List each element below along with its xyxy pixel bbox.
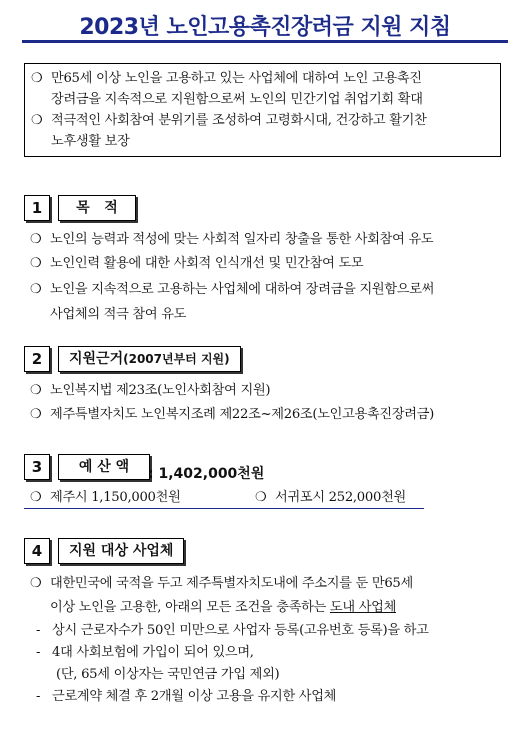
dash-bullet: - (36, 623, 41, 638)
list-item: ❍ 서귀포시 252,000천원 (255, 487, 495, 508)
section-number: 3 (24, 454, 50, 480)
section-number: 2 (24, 346, 50, 372)
condition-item: - 상시 근로자수가 50인 미만으로 사업자 등록(고유번호 등록)을 하고 (36, 620, 508, 642)
circle-bullet-icon: ❍ (30, 407, 42, 422)
dash-bullet: - (36, 689, 41, 704)
list-item: ❍ 노인복지법 제23조(노인사회참여 지원) (30, 380, 508, 401)
section-label: 지원근거(2007년부터 지원) (58, 346, 241, 372)
intro-box (24, 63, 501, 157)
budget-amount: : 1,402,000천원 (148, 466, 265, 482)
budget-underline (24, 508, 424, 509)
section-label: 목 적 (58, 195, 136, 221)
list-item: ❍ 제주시 1,150,000천원 (30, 487, 270, 508)
circle-bullet-icon: ❍ (30, 576, 42, 591)
section-number: 1 (24, 195, 50, 221)
section-label: 지원 대상 사업체 (58, 538, 184, 564)
section-2-body (30, 380, 508, 425)
condition-note: (단, 65세 이상자는 국민연금 가입 제외) (56, 667, 280, 682)
document-title: 2023년 노인고용촉진장려금 지원 지침 (79, 15, 451, 40)
title-underline (22, 40, 508, 43)
list-item: ❍ 노인인력 활용에 대한 사회적 인식개선 및 민간참여 도모 (30, 253, 508, 274)
section-4-body (30, 572, 508, 708)
intro-item: ❍ 적극적인 사회참여 분위기를 조성하여 고령화시대, 건강하고 활기찬 노후생활 보장 (31, 110, 494, 152)
section-label: 예 산 액 (58, 454, 150, 480)
section-1-body (30, 229, 508, 327)
circle-bullet-icon: ❍ (30, 383, 42, 398)
dash-bullet: - (36, 645, 41, 660)
list-item: ❍ 노인의 능력과 적성에 맞는 사회적 일자리 창출을 통한 사회참여 유도 (30, 229, 508, 250)
list-item: ❍ 노인을 지속적으로 고용하는 사업체에 대하여 장려금을 지원함으로써 사업체의 적극 참여 유도 (30, 277, 508, 327)
circle-bullet-icon: ❍ (30, 282, 42, 297)
condition-item: - 근로계약 체결 후 2개월 이상 고용을 유지한 사업체 (36, 686, 508, 708)
circle-bullet-icon: ❍ (255, 490, 267, 505)
condition-item: - 4대 사회보험에 가입이 되어 있으며, (단, 65세 이상자는 국민연금 가입 제외) (36, 642, 508, 686)
circle-bullet-icon: ❍ (31, 71, 43, 86)
underlined-text: 도내 사업체 (329, 600, 397, 615)
circle-bullet-icon: ❍ (30, 256, 42, 271)
section-number: 4 (24, 538, 50, 564)
circle-bullet-icon: ❍ (31, 113, 43, 128)
intro-item: ❍ 만65세 이상 노인을 고용하고 있는 사업체에 대하여 노인 고용촉진 장려금을 지속적으로 지원함으로써 노인의 민간기업 취업기회 확대 (31, 68, 494, 110)
circle-bullet-icon: ❍ (30, 490, 42, 505)
circle-bullet-icon: ❍ (30, 232, 42, 247)
list-item: ❍ 제주특별자치도 노인복지조례 제22조~제26조(노인고용촉진장려금) (30, 404, 508, 425)
list-item: ❍ 대한민국에 국적을 두고 제주특별자치도내에 주소지를 둔 만65세 이상 노인을 고용한, 아래의 모든 조건을 충족하는 도내 사업체 (30, 572, 508, 620)
